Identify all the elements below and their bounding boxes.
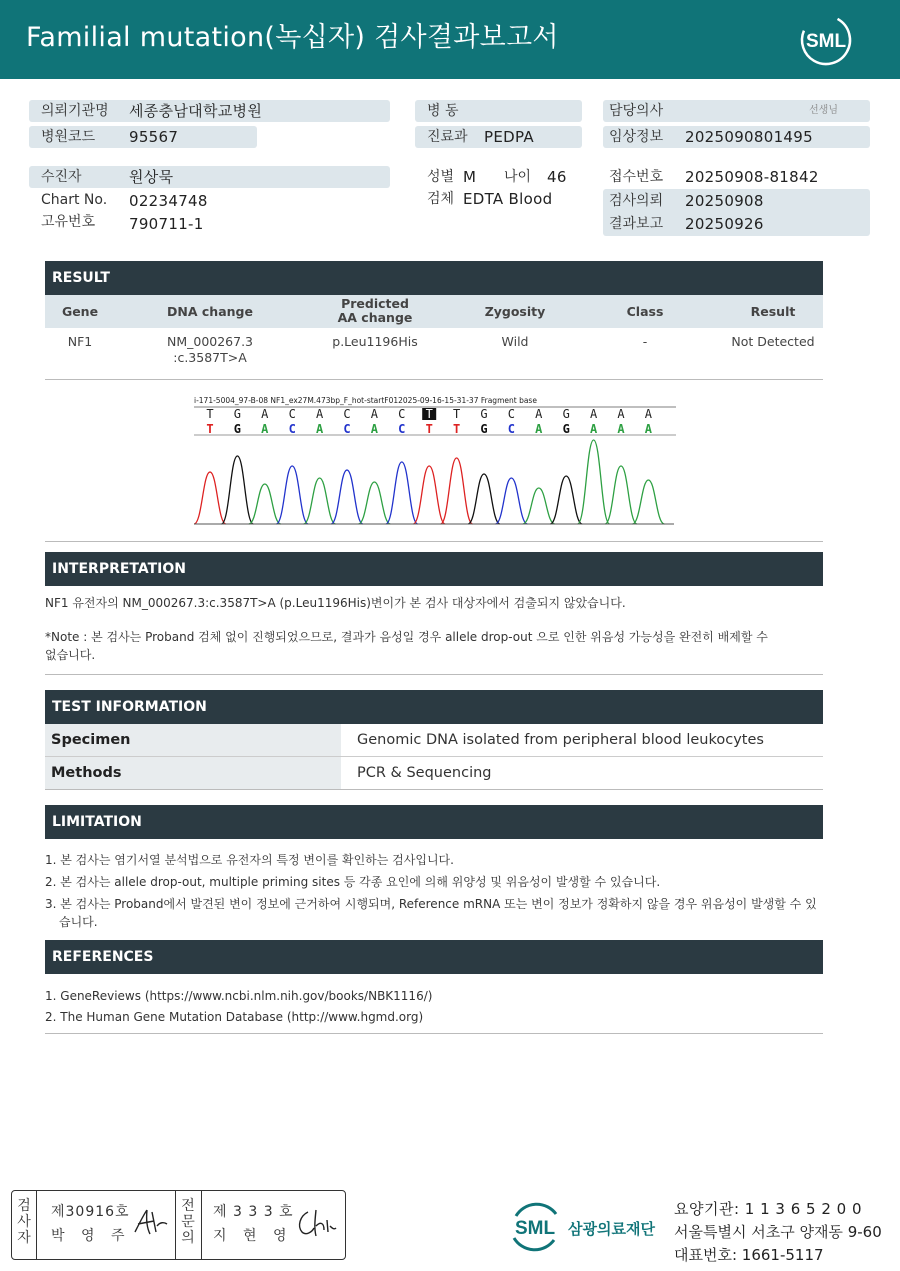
hospital-code-value: 95567 bbox=[129, 128, 179, 146]
receipt-value: 20250908-81842 bbox=[685, 168, 819, 186]
result-col-header-0: Gene bbox=[61, 304, 99, 319]
ref-base: A bbox=[589, 407, 598, 421]
called-base: T bbox=[206, 422, 214, 436]
sig-divider-2 bbox=[175, 1191, 176, 1259]
report-title: Familial mutation(녹십자) 검사결과보고서 bbox=[26, 22, 559, 53]
doctor-suffix: 선생님 bbox=[809, 105, 838, 116]
result-col-header-1: DNA change bbox=[167, 304, 253, 319]
clinical-label: 임상정보 bbox=[609, 129, 664, 145]
called-base: G bbox=[480, 422, 488, 436]
called-base: A bbox=[315, 422, 324, 436]
org-logo-text: SML bbox=[514, 1218, 556, 1239]
chart-no-value: 02234748 bbox=[129, 192, 208, 210]
clinical-value: 2025090801495 bbox=[685, 128, 813, 146]
institution-label: 의뢰기관명 bbox=[41, 103, 109, 119]
ref-base: T bbox=[206, 407, 214, 421]
ref-base: C bbox=[398, 407, 406, 421]
called-base: A bbox=[617, 422, 625, 436]
patient-row-bg bbox=[29, 166, 390, 188]
ref-base: C bbox=[288, 407, 296, 421]
called-base: A bbox=[589, 422, 598, 436]
patient-value: 원상묵 bbox=[129, 168, 174, 186]
peak-trace bbox=[386, 462, 418, 524]
methods-label: Methods bbox=[45, 757, 341, 789]
peak-trace bbox=[468, 474, 500, 524]
peak-trace bbox=[523, 488, 555, 524]
sml-logo bbox=[796, 10, 856, 70]
result-col-header-5: Result bbox=[750, 304, 796, 319]
called-base: C bbox=[343, 422, 351, 436]
result-col-header-2: Predicted AA change bbox=[337, 296, 413, 325]
specialist-name: 지 현 영 bbox=[213, 1228, 293, 1244]
reference-bases bbox=[206, 407, 652, 421]
sex-value: M bbox=[463, 168, 477, 186]
result-cell-result: Not Detected bbox=[731, 334, 815, 349]
facility-code: 요양기관: 1 1 3 6 5 2 0 0 bbox=[674, 1200, 863, 1218]
called-base: A bbox=[535, 422, 543, 436]
ref-base: A bbox=[315, 407, 324, 421]
ref-base: A bbox=[617, 407, 625, 421]
interpretation-text: NF1 유전자의 NM_000267.3:c.3587T>A (p.Leu1196His)변이가 본 검사 대상자에서 검출되지 않았습니다. bbox=[45, 596, 626, 610]
called-base: C bbox=[398, 422, 406, 436]
interpretation-rule bbox=[45, 674, 823, 675]
ref-base: G bbox=[233, 407, 242, 421]
peak-trace bbox=[632, 480, 664, 524]
peak-trace bbox=[331, 470, 363, 524]
called-base: A bbox=[644, 422, 653, 436]
methods-value: PCR & Sequencing bbox=[357, 765, 492, 781]
specimen-type-label: 검체 bbox=[427, 191, 455, 207]
sml-logo-text: SML bbox=[805, 31, 847, 52]
called-base: T bbox=[452, 422, 461, 436]
called-base: C bbox=[507, 422, 516, 436]
ref-base: T bbox=[452, 407, 461, 421]
peak-trace bbox=[249, 484, 281, 524]
result-table-rule bbox=[45, 379, 823, 380]
result-cell-class: - bbox=[642, 334, 648, 349]
result-cell-zygosity: Wild bbox=[501, 334, 529, 349]
result-cell-aa: p.Leu1196His bbox=[332, 334, 418, 349]
called-bases bbox=[206, 422, 652, 436]
called-base: C bbox=[288, 422, 296, 436]
peak-trace bbox=[413, 466, 445, 524]
ref-base: G bbox=[480, 407, 488, 421]
tester-signature bbox=[132, 1204, 170, 1240]
called-base: A bbox=[370, 422, 379, 436]
age-label: 나이 bbox=[504, 169, 532, 185]
ref-base: A bbox=[370, 407, 379, 421]
ref-base: A bbox=[535, 407, 543, 421]
ref-base: G bbox=[562, 407, 570, 421]
tester-name: 박 영 주 bbox=[51, 1228, 131, 1244]
reference-item-2: 2. The Human Gene Mutation Database (http://www.hgmd.org) bbox=[45, 1010, 424, 1024]
reference-item-1: 1. GeneReviews (https://www.ncbi.nlm.nih.gov/books/NBK1116/) bbox=[45, 989, 433, 1003]
called-base: G bbox=[562, 422, 570, 436]
peak-trace bbox=[550, 476, 582, 524]
result-section-header: RESULT bbox=[45, 261, 823, 295]
limitation-item-2: 2. 본 검사는 allele drop-out, multiple priming sites 등 각종 요인에 의해 위양성 및 위음성이 발생할 수 있습니다. bbox=[45, 875, 661, 889]
ward-label: 병 동 bbox=[427, 103, 459, 119]
test-info-section-header: TEST INFORMATION bbox=[45, 690, 823, 724]
request-date-value: 20250908 bbox=[685, 192, 764, 210]
peak-trace bbox=[495, 478, 527, 524]
peak-trace bbox=[578, 440, 610, 524]
peak-trace bbox=[276, 466, 308, 524]
peak-trace bbox=[221, 456, 253, 524]
peak-trace bbox=[304, 478, 336, 524]
org-address: 서울특별시 서초구 양재동 9-60 bbox=[674, 1223, 882, 1241]
peak-trace bbox=[605, 466, 637, 524]
age-value: 46 bbox=[547, 168, 567, 186]
chromatogram-peaks bbox=[194, 440, 664, 524]
interpretation-note: *Note : 본 검사는 Proband 검체 없이 진행되었으므로, 결과가 음성일 경우 allele drop-out 으로 인한 위음성 가능성을 완전히 배제할 수 없습니다. bbox=[45, 630, 768, 662]
limitation-section-header: LIMITATION bbox=[45, 805, 823, 839]
ref-base: T bbox=[425, 407, 433, 421]
references-section-header: REFERENCES bbox=[45, 940, 823, 974]
peak-trace bbox=[358, 482, 390, 524]
limitation-item-3: 3. 본 검사는 Proband에서 발견된 변이 정보에 근거하여 시행되며, Reference mRNA 또는 변이 정보가 정확하지 않을 경우 위음성이 발생할 수 있습니다. bbox=[45, 897, 817, 929]
sex-label: 성별 bbox=[427, 169, 455, 185]
doctor-label: 담당의사 bbox=[609, 103, 664, 119]
result-cell-gene: NF1 bbox=[67, 334, 93, 349]
references-rule bbox=[45, 1033, 823, 1034]
chromatogram-header-text: i-171-5004_97-B-08 NF1_ex27M.473bp_F_hot-startF012025-09-16-15-31-37 Fragment base bbox=[194, 396, 537, 405]
called-base: A bbox=[261, 422, 269, 436]
report-date-value: 20250926 bbox=[685, 215, 764, 233]
ref-base: A bbox=[644, 407, 653, 421]
dept-label: 진료과 bbox=[427, 129, 468, 145]
result-cell-dna: NM_000267.3 :c.3587T>A bbox=[166, 334, 254, 365]
called-base: G bbox=[233, 422, 242, 436]
tester-license-no: 제30916호 bbox=[51, 1204, 130, 1220]
test-info-rule bbox=[45, 789, 823, 790]
org-phone: 대표번호: 1661-5117 bbox=[674, 1246, 824, 1264]
ref-base: C bbox=[343, 407, 351, 421]
sig-divider-3 bbox=[201, 1191, 202, 1259]
ref-base: A bbox=[261, 407, 269, 421]
interpretation-section-header: INTERPRETATION bbox=[45, 552, 823, 586]
report-date-label: 결과보고 bbox=[609, 216, 664, 232]
result-col-header-3: Zygosity bbox=[484, 304, 546, 319]
result-col-header-4: Class bbox=[626, 304, 664, 319]
specimen-label: Specimen bbox=[45, 724, 341, 756]
specialist-signature bbox=[294, 1206, 338, 1240]
org-name: 삼광의료재단 bbox=[568, 1220, 655, 1238]
request-date-label: 검사의뢰 bbox=[609, 193, 664, 209]
chromatogram-rule bbox=[45, 541, 823, 542]
receipt-label: 접수번호 bbox=[609, 169, 664, 185]
institution-value: 세종충남대학교병원 bbox=[129, 102, 263, 120]
id-no-label: 고유번호 bbox=[41, 214, 96, 230]
specialist-vertical-label: 전 문 의 bbox=[181, 1198, 195, 1246]
ref-base: C bbox=[507, 407, 516, 421]
specimen-type-value: EDTA Blood bbox=[463, 190, 553, 208]
hospital-code-label: 병원코드 bbox=[41, 129, 96, 145]
sig-divider-1 bbox=[36, 1191, 37, 1259]
called-base: T bbox=[425, 422, 433, 436]
specimen-value: Genomic DNA isolated from peripheral blood leukocytes bbox=[357, 732, 764, 748]
patient-label: 수진자 bbox=[41, 169, 82, 185]
specialist-license-no: 제 3 3 3 호 bbox=[213, 1204, 294, 1220]
limitation-item-1: 1. 본 검사는 염기서열 분석법으로 유전자의 특정 변이를 확인하는 검사입니다. bbox=[45, 853, 454, 867]
peak-trace bbox=[194, 472, 226, 524]
sequence-chromatogram bbox=[190, 393, 680, 527]
id-no-value: 790711-1 bbox=[129, 215, 204, 233]
peak-trace bbox=[441, 458, 473, 524]
tester-vertical-label: 검 사 자 bbox=[17, 1198, 31, 1246]
chart-no-label: Chart No. bbox=[41, 192, 108, 208]
org-logo bbox=[506, 1198, 564, 1256]
dept-value: PEDPA bbox=[484, 128, 534, 146]
